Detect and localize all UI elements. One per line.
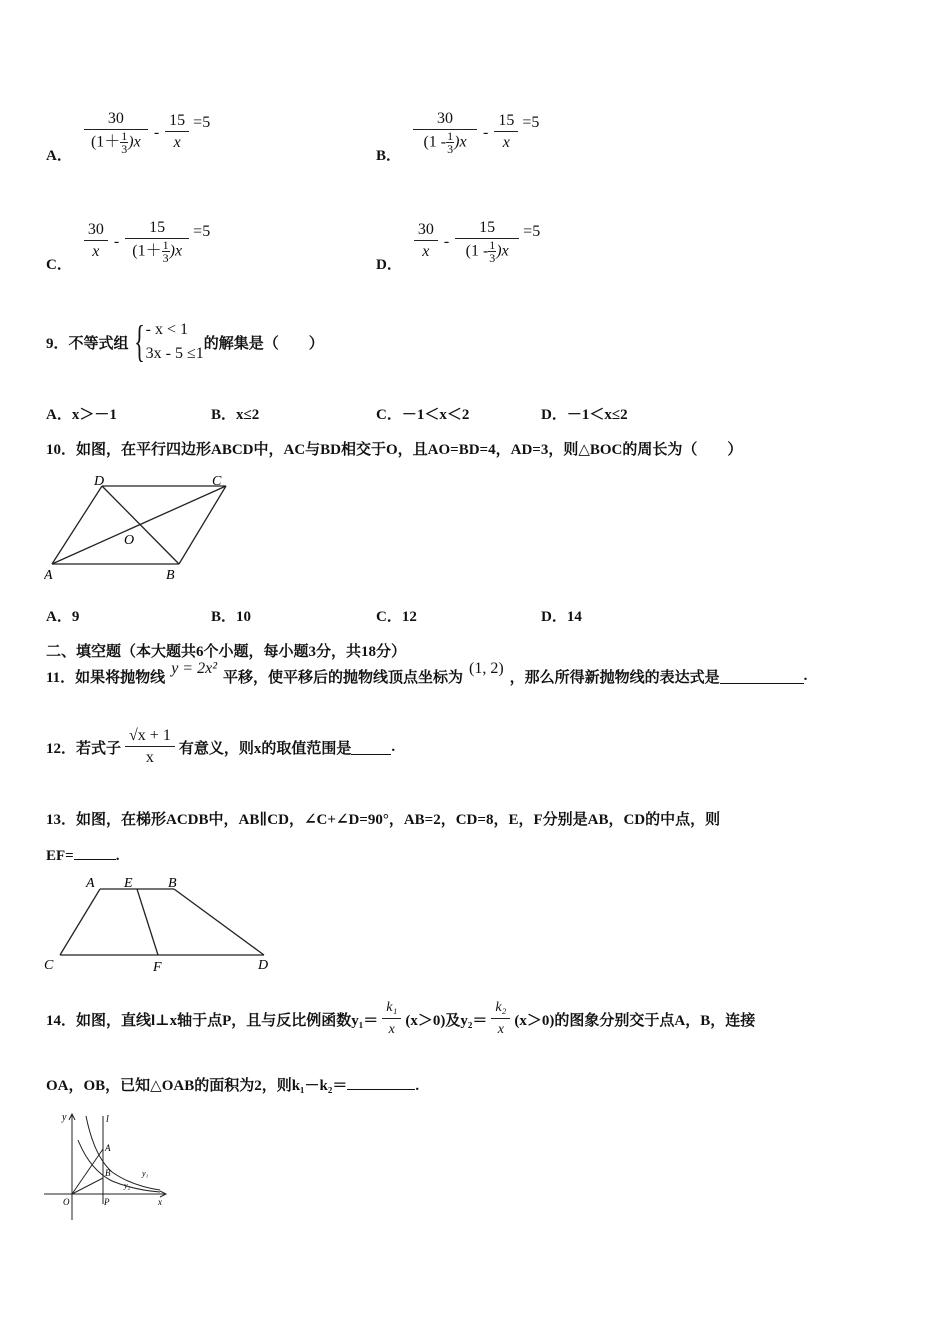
question-11: 11．如果将抛物线 y = 2x² 平移，使平移后的抛物线顶点坐标为 (1, 2) ，那么所得新抛物线的表达式是 . [46,659,808,686]
answer-blank[interactable] [74,846,116,860]
q9-option-c: C．－1＜x＜2 [376,407,470,423]
q8-option-c: C． $\frac{30}{x}$ - 15 (1＋ $\frac{1}{3}$ )x =5 [46,219,211,273]
inequality-line-1: - x < 1 [145,321,188,338]
fraction: $\frac{15}{x}$ [165,111,189,154]
question-10: 10．如图，在平行四边形ABCD中，AC与BD相交于O，且AO=BD=4，AD=3，则△BOC的周长为（ ） [46,442,743,458]
label-a: A [86,876,95,891]
fraction: $\frac{15}{x}$ [494,111,518,154]
question-14-line2: OA，OB，已知△OAB的面积为2，则k₁－k₂＝ . [46,1078,420,1094]
q8-option-a: A． 30 (1＋ $\frac{1}{3}$ )x - $\frac{15}{x}$ =5 [46,110,211,164]
q8-option-b: B． 30 (1 - $\frac{1}{3}$ )x - $\frac{15}{x}$ =5 [376,110,540,164]
label-o: O [124,533,135,548]
label-c: C [44,958,54,973]
q9-option-b: B．x≤2 [211,407,260,423]
edge-ac [60,889,100,955]
q10-option-b: B．10 [211,609,252,625]
label-b: B [105,1168,111,1178]
q10-option-a: A．9 [46,609,80,625]
question-9-prefix: 9．不等式组 [46,335,129,352]
curve-y1 [86,1116,160,1190]
q8-option-d: D． $\frac{30}{x}$ - 15 (1 - $\frac{1}{3}$ )x =5 [376,219,541,273]
label-f: F [153,960,162,975]
question-13: 13．如图，在梯形ACDB中，AB∥CD，∠C+∠D=90°，AB=2，CD=8，E，F分别是AB，CD的中点，则 [46,812,721,828]
q10-option-d: D．14 [541,609,582,625]
fraction: 30 (1 - $\frac{1}{3}$ )x [413,109,477,156]
question-9-suffix: 的解集是（ ） [203,335,324,352]
parabola-formula: y = 2x² [171,659,217,677]
option-label: B． [376,148,402,164]
label-b: B [166,568,175,583]
q10-option-c: C．12 [376,609,417,625]
label-o: O [63,1197,70,1207]
answer-blank[interactable] [720,669,804,684]
fraction: 15 (1 - $\frac{1}{3}$ )x [455,218,519,265]
section-title: 二、填空题（本大题共6个小题，每小题3分，共18分） [46,644,407,660]
label-e: E [124,876,133,891]
label-l: l [106,1114,109,1125]
answer-blank[interactable] [351,740,391,755]
fraction: $\frac{30}{x}$ [414,220,438,263]
label-y1: y₁ [142,1169,149,1178]
brace-icon: { [133,317,145,366]
diagonal-ac [52,486,226,564]
segment-ob [72,1178,103,1194]
inequality-line-2: 3x - 5 ≤1 [145,345,204,362]
fraction-k2: $\frac{\text{k₂}}{x}$ [491,998,510,1041]
fraction: 30 (1＋ $\frac{1}{3}$ )x [84,109,148,156]
question-14: 14．如图，直线l⊥x轴于点P，且与反比例函数y₁＝ $\frac{\text{k₁}}{x}$ (x＞0)及y₂＝ $\frac{\text{k₂}}{x}$ (x＞0)的图象分别交于点A，B，连接 [46,998,755,1041]
label-d: D [258,958,269,973]
label-b: B [168,876,177,891]
label-d: D [94,474,105,489]
radical-fraction: $\frac{√x + 1}{x}$ [125,726,175,769]
label-a: A [105,1143,111,1153]
label-y: y [62,1112,67,1123]
label-a: A [44,568,53,583]
question-9 [46,318,324,366]
inequality-system [129,318,204,366]
option-label: C． [46,257,72,273]
fraction-k1: $\frac{\text{k₁}}{x}$ [382,998,401,1041]
edge-bc [179,486,226,564]
answer-blank[interactable] [347,1076,415,1090]
option-label: A． [46,148,72,164]
vertex-point: (1, 2) [469,659,504,677]
label-c: C [212,474,222,489]
fraction: $\frac{30}{x}$ [84,220,108,263]
parallelogram-figure [44,472,234,587]
edge-bd [174,889,264,955]
label-x: x [158,1197,162,1207]
option-label: D． [376,257,402,273]
trapezoid-figure [40,872,280,977]
label-p: P [104,1197,110,1207]
segment-ef [137,889,158,955]
question-13-line2: EF= . [46,848,120,864]
q9-option-d: D．－1＜x≤2 [541,407,628,423]
hyperbola-figure [42,1108,172,1223]
diagonal-bd [102,486,179,564]
q9-option-a: A．x＞－1 [46,407,117,423]
label-y2: y₂ [124,1181,131,1190]
question-12: 12．若式子 $\frac{√x + 1}{x}$ 有意义，则x的取值范围是 . [46,726,395,769]
fraction: 15 (1＋ $\frac{1}{3}$ )x [125,218,189,265]
